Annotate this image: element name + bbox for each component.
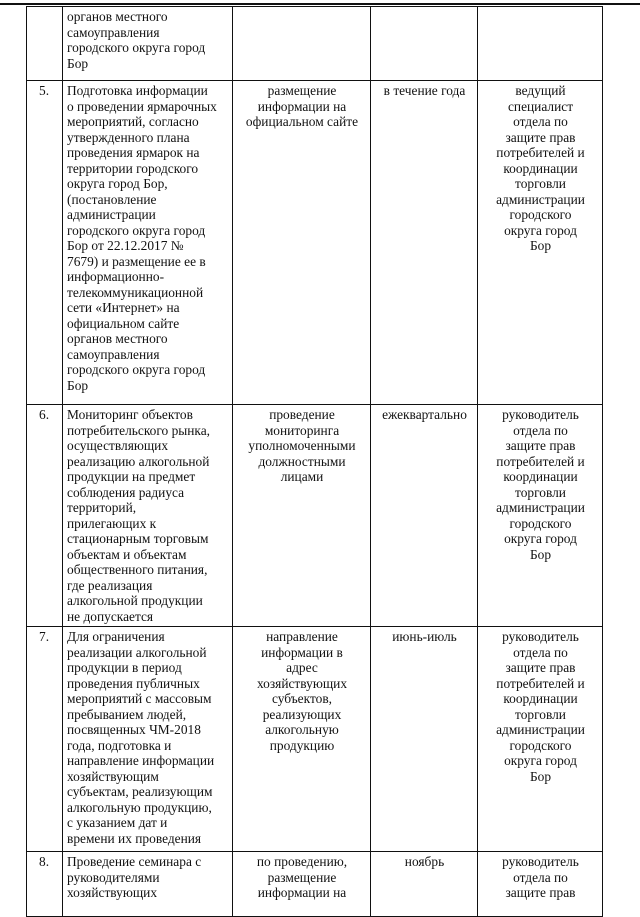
- action-text-line: территорий,: [67, 500, 137, 515]
- term-cell: [371, 81, 478, 405]
- responsible-text-line: городского: [509, 737, 572, 753]
- action-text-line: субъектам, реализующим: [67, 784, 213, 799]
- responsible-text-line: координации: [503, 160, 578, 176]
- action-text-line: где реализация: [67, 577, 153, 593]
- method-text-line: официальном сайте: [245, 114, 359, 129]
- responsible-text-line: Бор: [529, 768, 552, 784]
- responsible-cell: [478, 7, 603, 81]
- action-text-line: общественного питания,: [67, 562, 208, 577]
- action-text-line: хозяйствующим: [67, 768, 159, 784]
- row-number: 7.: [39, 629, 50, 644]
- responsible-cell: [478, 852, 603, 917]
- responsible-text-line: отдела по: [513, 422, 568, 438]
- method-text-line: информации на: [257, 885, 347, 900]
- action-text-line: (постановление: [67, 191, 157, 207]
- action-text-line: органов местного: [67, 9, 168, 24]
- action-text-line: округа город Бор,: [67, 176, 168, 191]
- action-text-line: Для ограничения: [67, 629, 165, 644]
- action-text-line: городского округа город: [67, 222, 206, 238]
- table-row: [27, 81, 603, 405]
- action-text-line: прилегающих к: [67, 515, 157, 531]
- action-text-line: потребительского рынка,: [67, 422, 211, 438]
- method-cell: [233, 852, 371, 917]
- responsible-cell: [478, 81, 603, 405]
- term-text-line: в течение года: [383, 83, 466, 98]
- row-number-cell: [27, 7, 63, 81]
- method-cell: [233, 81, 371, 405]
- responsible-text-line: руководитель: [502, 629, 579, 644]
- action-text-line: продукции на предмет: [67, 469, 196, 484]
- responsible-cell: [478, 405, 603, 627]
- action-cell: [63, 81, 233, 405]
- row-number: 6.: [39, 407, 50, 422]
- row-number: 8.: [39, 854, 50, 869]
- method-text-line: алкогольную: [265, 722, 339, 737]
- action-text-line: Бор от 22.12.2017 №: [67, 238, 184, 253]
- responsible-text-line: потребителей и: [496, 145, 585, 160]
- term-text-line: июнь-июль: [392, 629, 457, 644]
- table-row: [27, 627, 603, 852]
- responsible-text-line: защите прав: [505, 660, 576, 675]
- action-text-line: продукции в период: [67, 660, 182, 675]
- responsible-text-line: защите прав: [505, 438, 576, 453]
- action-text-line: Подготовка информации: [67, 83, 208, 98]
- method-cell: [233, 405, 371, 627]
- method-text-line: направление: [266, 629, 338, 644]
- measures-table: [26, 6, 603, 917]
- action-text-line: не допускается: [67, 608, 154, 624]
- action-text-line: территории городского: [67, 160, 199, 176]
- action-text-line: алкогольной продукции: [67, 593, 203, 608]
- responsible-text-line: защите прав: [505, 885, 576, 900]
- responsible-text-line: администрации: [496, 191, 585, 207]
- action-text-line: городского округа город: [67, 40, 206, 55]
- row-number-cell: [27, 81, 63, 405]
- term-text-line: ноябрь: [404, 854, 445, 869]
- method-text-line: по проведению,: [256, 854, 348, 869]
- responsible-text-line: защите прав: [505, 129, 576, 145]
- table-row: [27, 852, 603, 917]
- action-text-line: мероприятий, согласно: [67, 114, 199, 129]
- action-cell: [63, 627, 233, 852]
- responsible-text-line: администрации: [496, 500, 585, 515]
- responsible-text-line: отдела по: [513, 114, 568, 129]
- action-text-line: года, подготовка и: [67, 737, 172, 753]
- action-text-line: информационно-: [67, 269, 165, 284]
- action-text-line: утвержденного плана: [67, 129, 190, 145]
- action-text-line: о проведении ярмарочных: [67, 98, 217, 114]
- action-text-line: руководителями: [67, 869, 160, 885]
- action-text-line: алкогольную продукцию,: [67, 799, 212, 815]
- responsible-text-line: Бор: [529, 546, 552, 562]
- responsible-text-line: отдела по: [513, 644, 568, 660]
- responsible-text-line: городского: [509, 515, 572, 531]
- method-text-line: адрес: [286, 660, 318, 675]
- responsible-text-line: торговли: [515, 176, 566, 191]
- row-number-cell: [27, 852, 63, 917]
- term-text-line: ежеквартально: [382, 407, 467, 422]
- action-text-line: Проведение семинара с: [67, 854, 202, 869]
- term-cell: [371, 7, 478, 81]
- action-text-line: проведения ярмарок на: [67, 145, 200, 160]
- method-text-line: лицами: [280, 469, 324, 484]
- action-text-line: телекоммуникационной: [67, 284, 204, 300]
- action-text-line: городского округа город: [67, 362, 206, 377]
- action-text-line: самоуправления: [67, 346, 160, 362]
- method-text-line: проведение: [269, 407, 335, 422]
- responsible-text-line: координации: [503, 469, 578, 484]
- method-text-line: хозяйствующих: [256, 675, 348, 691]
- action-text-line: хозяйствующих: [67, 885, 158, 900]
- responsible-text-line: округа город: [504, 222, 577, 238]
- action-text-line: Бор: [67, 55, 89, 71]
- method-cell: [233, 7, 371, 81]
- action-text-line: сети «Интернет» на: [67, 300, 180, 315]
- responsible-text-line: руководитель: [502, 854, 579, 869]
- responsible-text-line: округа город: [504, 753, 577, 768]
- method-text-line: реализующих: [262, 706, 342, 722]
- responsible-text-line: координации: [503, 691, 578, 706]
- method-text-line: информации в: [261, 644, 343, 660]
- action-text-line: администрации: [67, 207, 156, 222]
- method-text-line: размещение: [267, 869, 337, 885]
- method-cell: [233, 627, 371, 852]
- top-border-line: [0, 3, 640, 5]
- responsible-text-line: торговли: [515, 484, 566, 500]
- method-text-line: должностными: [258, 453, 346, 469]
- action-text-line: посвященных ЧМ-2018: [67, 722, 201, 737]
- responsible-text-line: городского: [509, 207, 572, 222]
- responsible-cell: [478, 627, 603, 852]
- responsible-text-line: отдела по: [513, 869, 568, 885]
- action-text-line: стационарным торговым: [67, 531, 209, 546]
- term-cell: [371, 405, 478, 627]
- table-row: [27, 405, 603, 627]
- action-text-line: официальном сайте: [67, 315, 180, 331]
- action-text-line: реализацию алкогольной: [67, 453, 210, 469]
- action-text-line: органов местного: [67, 331, 168, 346]
- responsible-text-line: торговли: [515, 706, 566, 722]
- responsible-text-line: ведущий: [515, 83, 566, 98]
- row-number-cell: [27, 405, 63, 627]
- method-text-line: субъектов,: [271, 691, 332, 706]
- responsible-text-line: руководитель: [502, 407, 579, 422]
- responsible-text-line: специалист: [507, 98, 574, 114]
- action-text-line: времени их проведения: [67, 830, 202, 846]
- action-text-line: объектам и объектам: [67, 546, 187, 562]
- row-number-cell: [27, 627, 63, 852]
- action-text-line: направление информации: [67, 753, 215, 768]
- action-text-line: соблюдения радиуса: [67, 484, 185, 500]
- action-text-line: осуществляющих: [67, 438, 169, 453]
- method-text-line: продукцию: [269, 737, 335, 753]
- responsible-text-line: потребителей и: [496, 453, 585, 469]
- action-text-line: 7679) и размещение ее в: [67, 253, 206, 269]
- measures-table-body: [27, 7, 603, 917]
- responsible-text-line: администрации: [496, 722, 585, 737]
- action-text-line: проведения публичных: [67, 675, 200, 691]
- responsible-text-line: округа город: [504, 531, 577, 546]
- action-text-line: пребыванием людей,: [67, 706, 187, 722]
- action-cell: [63, 405, 233, 627]
- action-text-line: Бор: [67, 377, 89, 393]
- term-cell: [371, 852, 478, 917]
- term-cell: [371, 627, 478, 852]
- action-text-line: с указанием дат и: [67, 815, 168, 830]
- method-text-line: мониторинга: [264, 422, 340, 438]
- method-text-line: уполномоченными: [248, 438, 356, 453]
- action-text-line: Мониторинг объектов: [67, 407, 193, 422]
- action-text-line: самоуправления: [67, 24, 160, 40]
- row-number: 5.: [39, 83, 50, 98]
- action-text-line: мероприятий с массовым: [67, 691, 212, 706]
- responsible-text-line: потребителей и: [496, 675, 585, 691]
- method-text-line: информации на: [257, 98, 347, 114]
- action-text-line: реализации алкогольной: [67, 644, 207, 660]
- action-cell: [63, 852, 233, 917]
- responsible-text-line: Бор: [529, 238, 552, 253]
- action-cell: [63, 7, 233, 81]
- method-text-line: размещение: [267, 83, 337, 98]
- table-row: [27, 7, 603, 81]
